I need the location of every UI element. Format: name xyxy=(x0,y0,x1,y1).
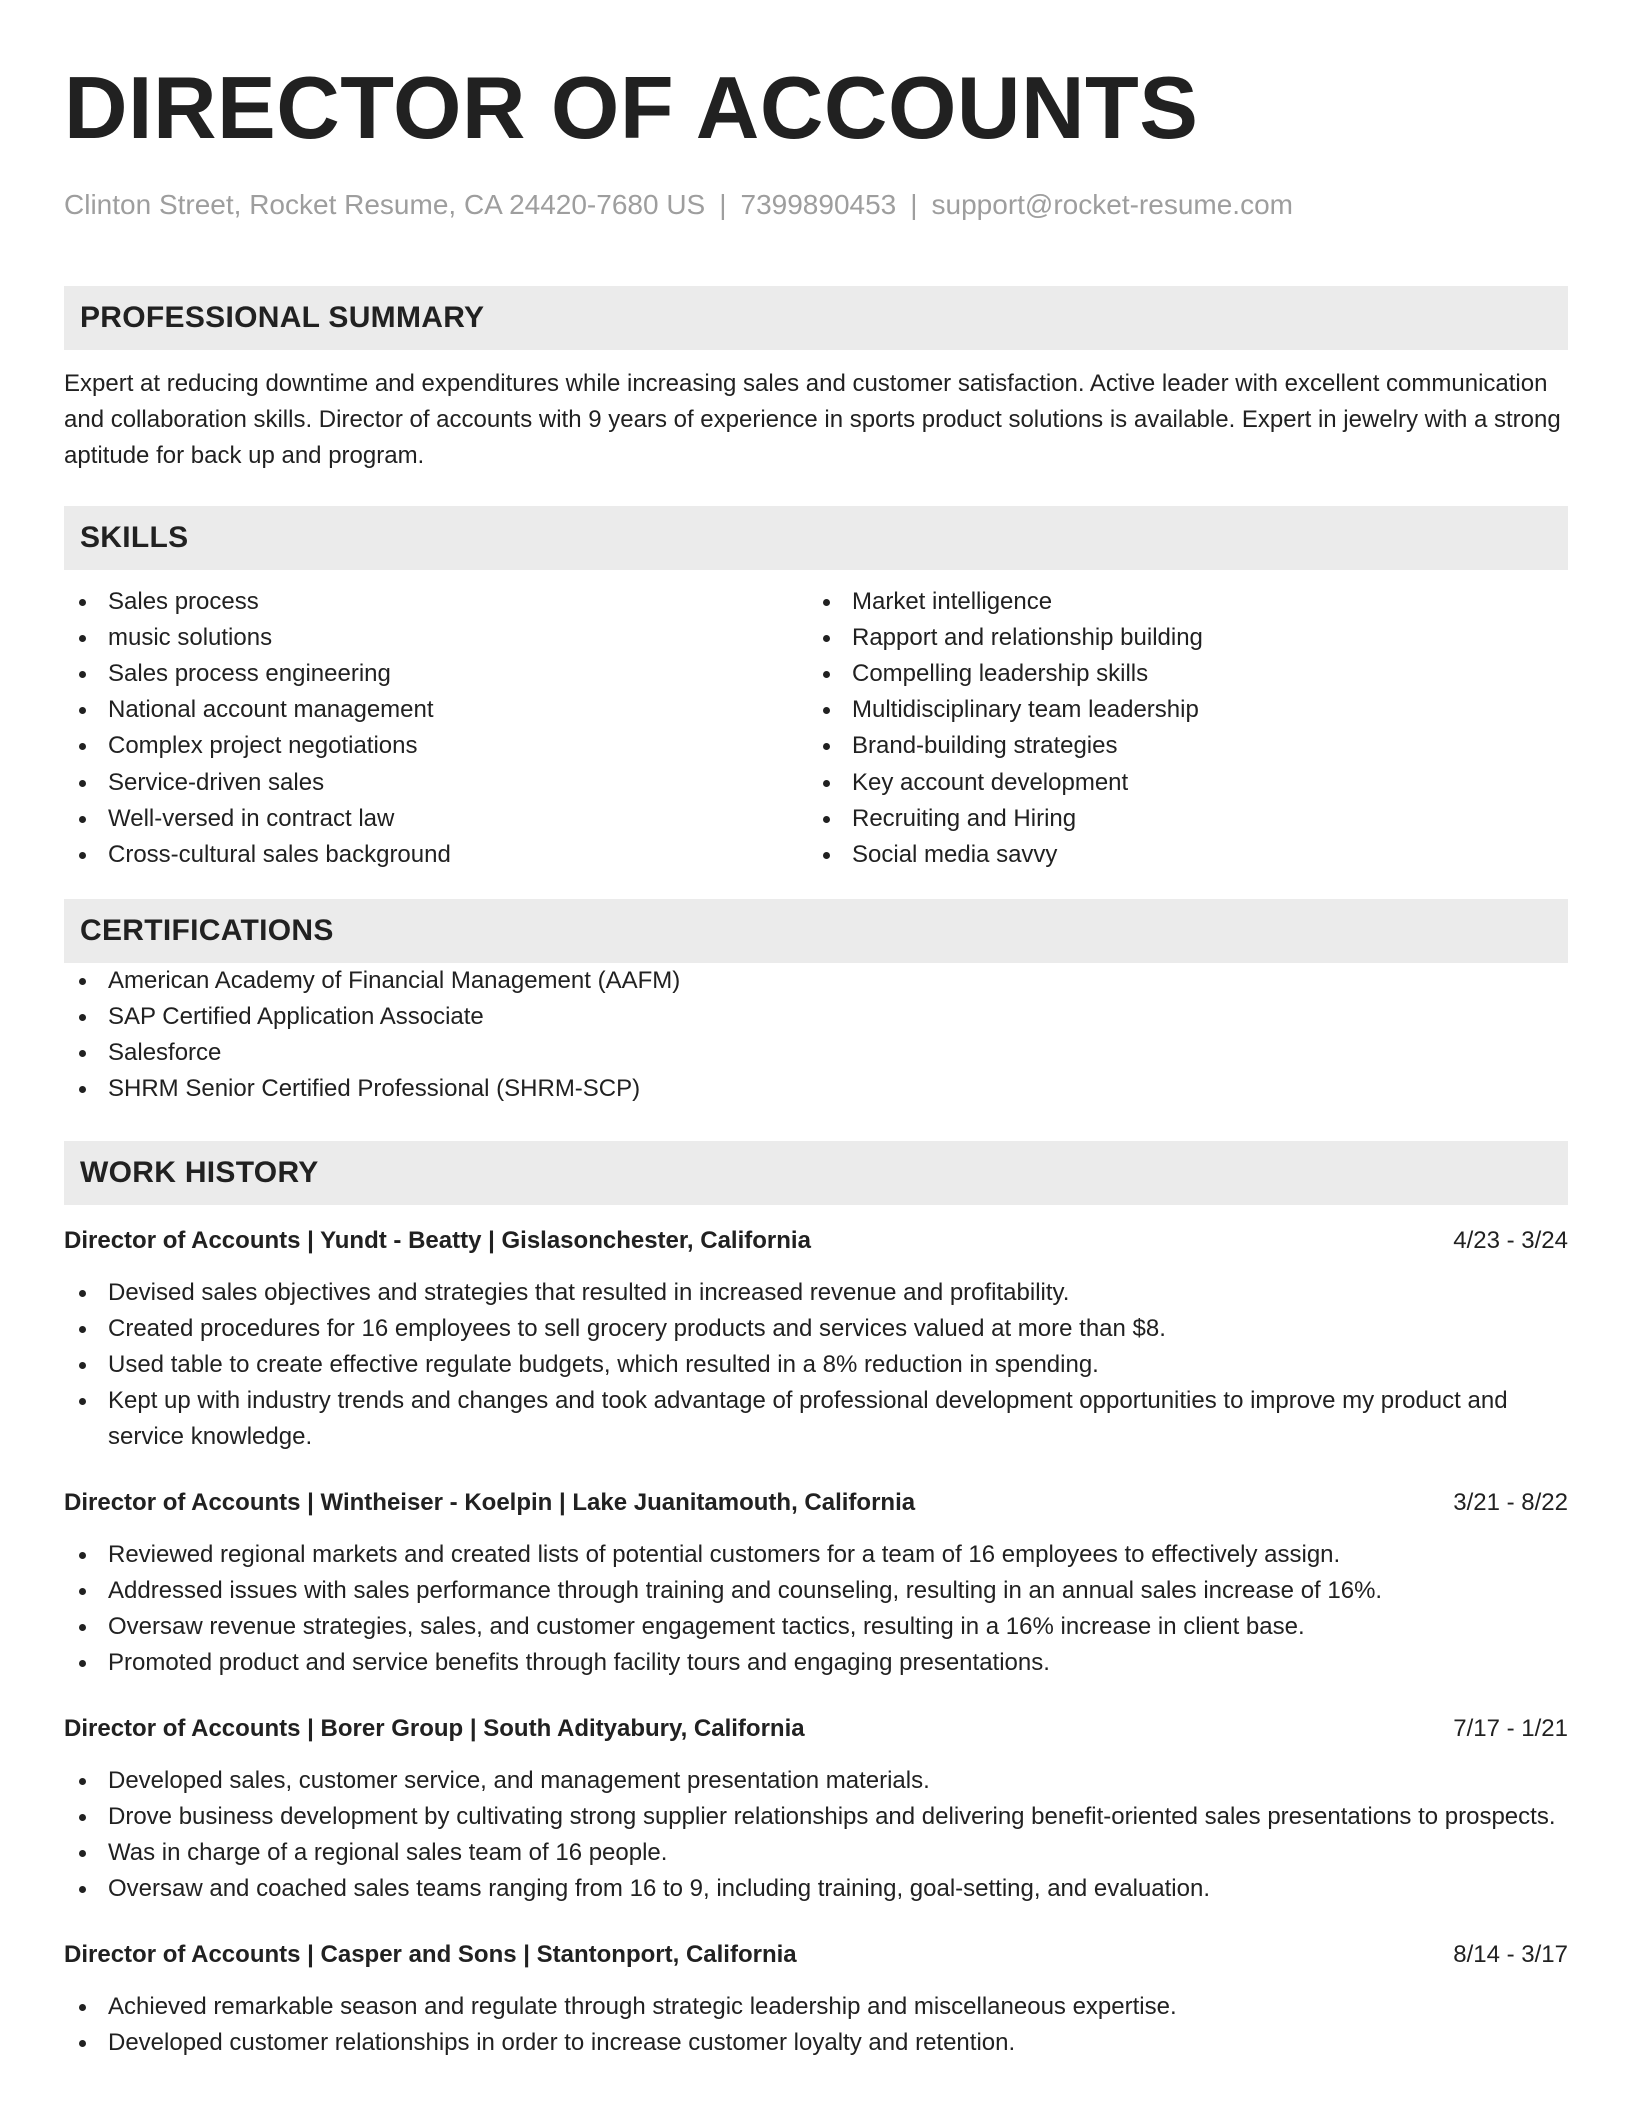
skill-item: Social media savvy xyxy=(808,837,1552,873)
summary-heading: PROFESSIONAL SUMMARY xyxy=(64,286,1568,350)
skill-item: music solutions xyxy=(64,620,808,656)
job-dates: 7/17 - 1/21 xyxy=(1453,1715,1568,1743)
job-entry xyxy=(64,1485,1568,1681)
contact-separator: | xyxy=(719,189,727,220)
job-bullets xyxy=(64,1989,1568,2061)
job-entry xyxy=(64,1223,1568,1455)
job-bullet: Oversaw and coached sales teams ranging from 16 to 9, including training, goal-setting, and evaluation. xyxy=(64,1871,1568,1907)
skills-list-right xyxy=(808,584,1552,874)
certification-item: SHRM Senior Certified Professional (SHRM-SCP) xyxy=(64,1071,1568,1107)
skill-item: Key account development xyxy=(808,765,1552,801)
job-title: Director of Accounts | Yundt - Beatty | Gislasonchester, California xyxy=(64,1227,811,1255)
skills-column-left xyxy=(64,584,808,874)
skill-item: Cross-cultural sales background xyxy=(64,837,808,873)
job-dates: 3/21 - 8/22 xyxy=(1453,1489,1568,1517)
skill-item: Market intelligence xyxy=(808,584,1552,620)
job-bullets xyxy=(64,1537,1568,1681)
work-history-heading: WORK HISTORY xyxy=(64,1141,1568,1205)
certification-item: SAP Certified Application Associate xyxy=(64,999,1568,1035)
skills-column-right xyxy=(808,584,1552,874)
job-bullet: Oversaw revenue strategies, sales, and customer engagement tactics, resulting in a 16% increase in client base. xyxy=(64,1609,1568,1645)
job-bullet: Developed customer relationships in order to increase customer loyalty and retention. xyxy=(64,2025,1568,2061)
job-title: Director of Accounts | Borer Group | South Adityabury, California xyxy=(64,1715,805,1743)
summary-text: Expert at reducing downtime and expenditures while increasing sales and customer satisfaction. Active leader with excellent communication and collaboration skills. Director of accounts with 9 years of experience in sports product solutions is available. Expert in jewelry with a strong aptitude for back up and program. xyxy=(64,369,1561,469)
skill-item: Brand-building strategies xyxy=(808,728,1552,764)
job-bullet: Achieved remarkable season and regulate through strategic leadership and miscellaneous expertise. xyxy=(64,1989,1568,2025)
job-bullet: Used table to create effective regulate budgets, which resulted in a 8% reduction in spending. xyxy=(64,1347,1568,1383)
contact-line xyxy=(64,188,1568,222)
skills-heading: SKILLS xyxy=(64,506,1568,570)
contact-email: support@rocket-resume.com xyxy=(931,189,1293,220)
certification-item: American Academy of Financial Management (AAFM) xyxy=(64,963,1568,999)
certifications-heading: CERTIFICATIONS xyxy=(64,899,1568,963)
certification-item: Salesforce xyxy=(64,1035,1568,1071)
job-title: Director of Accounts | Wintheiser - Koelpin | Lake Juanitamouth, California xyxy=(64,1489,916,1517)
job-bullet: Was in charge of a regional sales team of 16 people. xyxy=(64,1835,1568,1871)
job-entry xyxy=(64,1937,1568,2061)
skill-item: National account management xyxy=(64,692,808,728)
job-bullet: Addressed issues with sales performance through training and counseling, resulting in an annual sales increase of 16%. xyxy=(64,1573,1568,1609)
skill-item: Well-versed in contract law xyxy=(64,801,808,837)
skill-item: Sales process engineering xyxy=(64,656,808,692)
contact-separator: | xyxy=(910,189,918,220)
skill-item: Service-driven sales xyxy=(64,765,808,801)
job-bullet: Promoted product and service benefits through facility tours and engaging presentations. xyxy=(64,1645,1568,1681)
job-bullets xyxy=(64,1275,1568,1455)
skill-item: Multidisciplinary team leadership xyxy=(808,692,1552,728)
job-header xyxy=(64,1937,1568,1973)
job-header xyxy=(64,1711,1568,1747)
job-bullet: Reviewed regional markets and created lists of potential customers for a team of 16 employees to effectively assign. xyxy=(64,1537,1568,1573)
skills-grid xyxy=(64,584,1568,874)
job-bullet: Kept up with industry trends and changes and took advantage of professional development opportunities to improve my product and service knowledge. xyxy=(64,1383,1568,1455)
job-dates: 8/14 - 3/17 xyxy=(1453,1941,1568,1969)
job-bullet: Devised sales objectives and strategies that resulted in increased revenue and profitability. xyxy=(64,1275,1568,1311)
job-bullets xyxy=(64,1763,1568,1907)
job-header xyxy=(64,1223,1568,1259)
job-header xyxy=(64,1485,1568,1521)
job-bullet: Developed sales, customer service, and management presentation materials. xyxy=(64,1763,1568,1799)
job-dates: 4/23 - 3/24 xyxy=(1453,1227,1568,1255)
job-bullet: Drove business development by cultivating strong supplier relationships and delivering benefit-oriented sales presentations to prospects. xyxy=(64,1799,1568,1835)
certifications-list xyxy=(64,963,1568,1107)
skill-item: Rapport and relationship building xyxy=(808,620,1552,656)
job-title: Director of Accounts | Casper and Sons | Stantonport, California xyxy=(64,1941,797,1969)
contact-phone: 7399890453 xyxy=(740,189,897,220)
resume-name: DIRECTOR OF ACCOUNTS xyxy=(64,58,1199,157)
skill-item: Recruiting and Hiring xyxy=(808,801,1552,837)
skill-item: Compelling leadership skills xyxy=(808,656,1552,692)
skills-list-left xyxy=(64,584,808,874)
skill-item: Complex project negotiations xyxy=(64,728,808,764)
contact-address: Clinton Street, Rocket Resume, CA 24420-7680 US xyxy=(64,189,706,220)
job-entry xyxy=(64,1711,1568,1907)
job-bullet: Created procedures for 16 employees to sell grocery products and services valued at more than $8. xyxy=(64,1311,1568,1347)
skill-item: Sales process xyxy=(64,584,808,620)
